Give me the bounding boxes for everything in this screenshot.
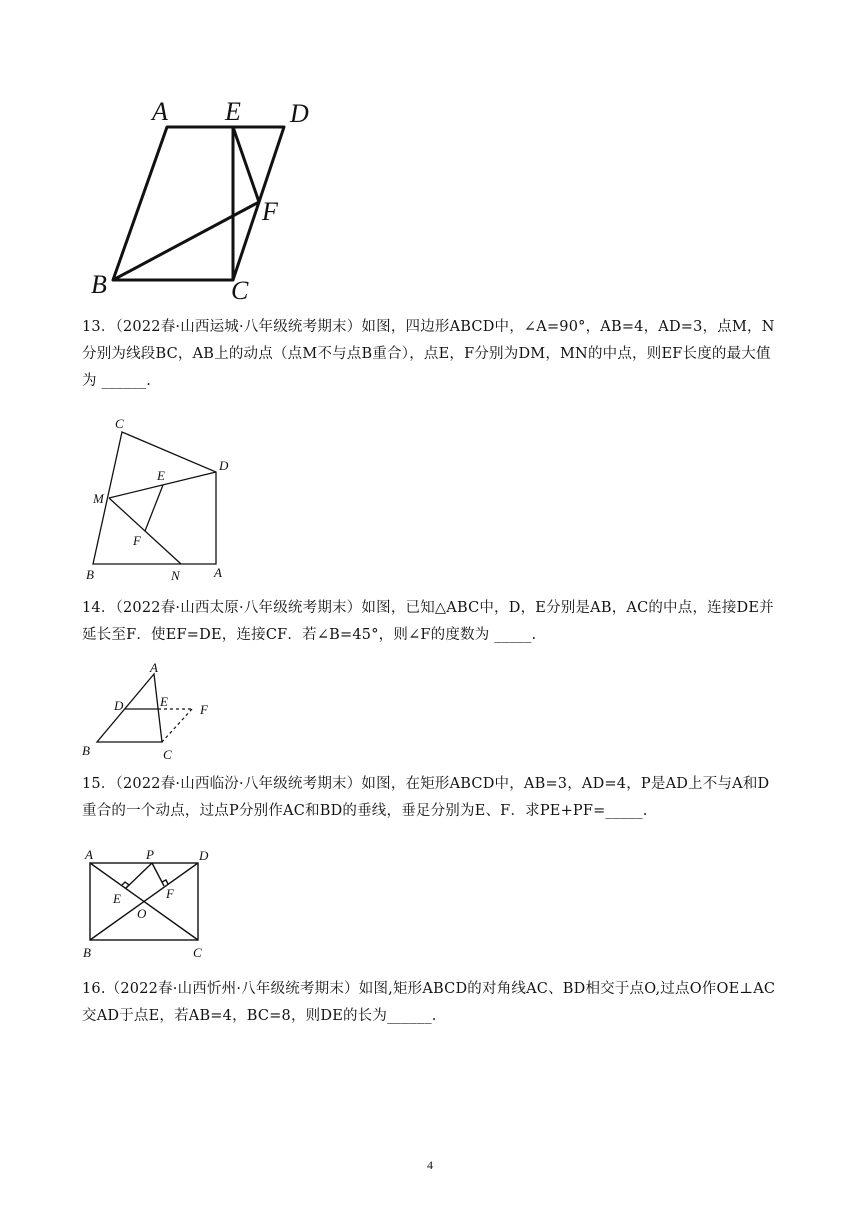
label-F: F <box>200 702 208 717</box>
figure-q15-rectangle <box>80 846 225 964</box>
label-C: C <box>115 416 124 431</box>
label-E: E <box>225 97 241 126</box>
label-C: C <box>163 747 172 762</box>
question-14 <box>82 595 782 649</box>
label-B: B <box>86 567 94 582</box>
perpendicular-pf <box>152 863 164 886</box>
label-D: D <box>199 848 209 863</box>
label-A: A <box>214 565 222 580</box>
label-O: O <box>137 906 147 921</box>
label-F: F <box>166 886 174 901</box>
segment-ef <box>233 127 259 202</box>
label-E: E <box>157 468 165 483</box>
label-D: D <box>114 698 124 713</box>
label-D: D <box>219 458 229 473</box>
question-13 <box>82 314 782 395</box>
label-N: N <box>171 568 180 583</box>
segment-fc-dashed <box>162 709 192 742</box>
label-E: E <box>113 891 121 906</box>
label-B: B <box>82 743 90 758</box>
label-B: B <box>83 945 91 960</box>
question-15 <box>82 771 782 825</box>
label-D: D <box>290 99 309 128</box>
page-number: 4 <box>427 1158 433 1172</box>
question-16-text: 16.（2022春·山西忻州·八年级统考期末）如图,矩形ABCD的对角线AC、BD相交于点O,过点O作OE⊥AC交AD于点E，若AB=4，BC=8，则DE的长为______. <box>82 981 776 1024</box>
label-P: P <box>146 847 154 862</box>
label-B: B <box>91 270 107 299</box>
question-16 <box>82 976 782 1030</box>
figure-q13-quadrilateral <box>80 412 240 584</box>
question-13-text: 13．（2022春·山西运城·八年级统考期末）如图，四边形ABCD中，∠A=90°，AB=4，AD=3，点M，N分别为线段BC，AB上的动点（点M不与点B重合），点E，F分别为DM，MN的中点，则EF长度的最大值为 ______. <box>82 319 775 389</box>
label-M: M <box>93 491 104 506</box>
label-F: F <box>133 533 141 548</box>
label-F: F <box>262 197 278 226</box>
figure-q14-triangle <box>80 662 220 764</box>
label-C: C <box>231 276 249 305</box>
label-A: A <box>152 97 168 126</box>
triangle-abc <box>97 674 162 742</box>
label-A: A <box>85 847 93 862</box>
question-14-text: 14．（2022春·山西太原·八年级统考期末）如图，已知△ABC中，D，E分别是AB，AC的中点，连接DE并延长至F．使EF=DE，连接CF．若∠B=45°，则∠F的度数为 _____. <box>82 600 774 643</box>
segment-ef <box>145 485 163 531</box>
question-15-text: 15．（2022春·山西临汾·八年级统考期末）如图，在矩形ABCD中，AB=3，AD=4，P是AD上不与A和D重合的一个动点，过点P分别作AC和BD的垂线，垂足分别为E、F．求PE+PF=_____. <box>82 776 770 819</box>
perpendicular-pe <box>126 863 152 888</box>
label-C: C <box>193 945 202 960</box>
label-E: E <box>160 694 168 709</box>
label-A: A <box>150 660 158 675</box>
figure-q12-parallelogram <box>80 90 340 305</box>
